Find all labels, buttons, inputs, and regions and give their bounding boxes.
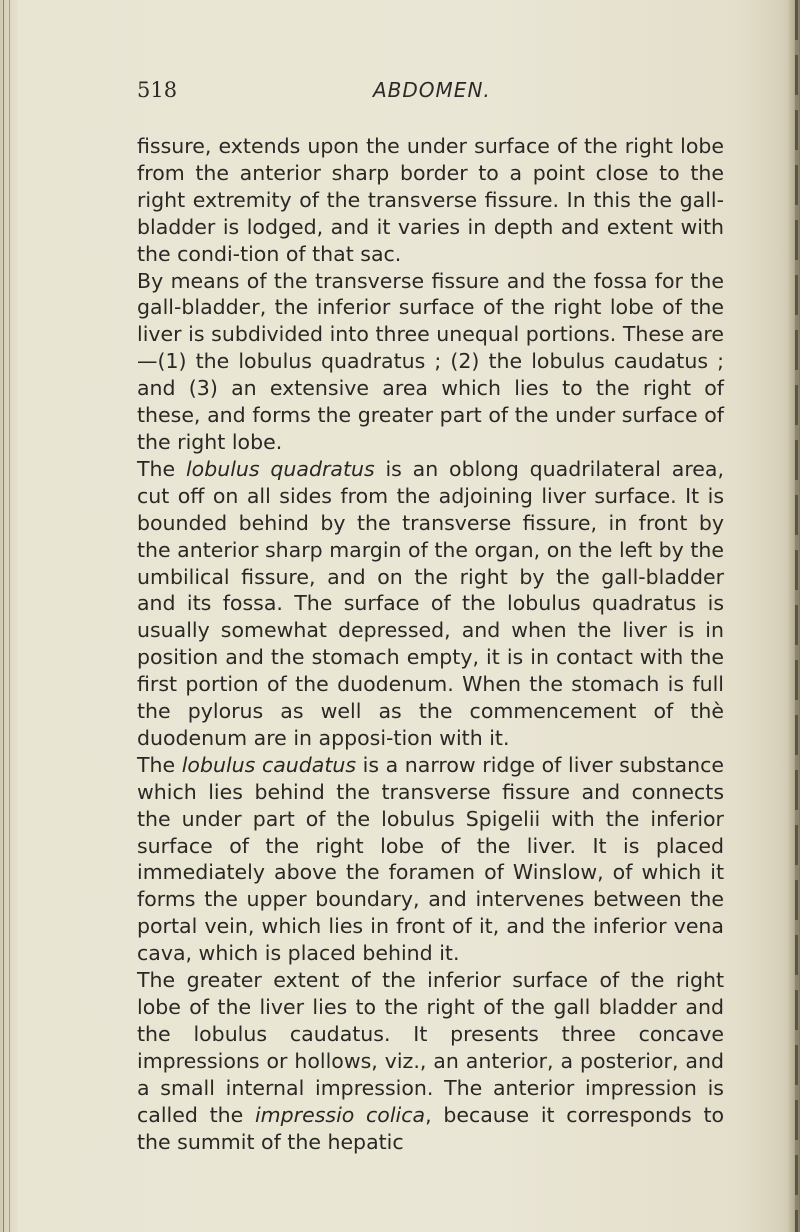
paragraph (137, 133, 724, 268)
italic-term: lobulus quadratus (185, 456, 375, 481)
text-run: The (137, 456, 186, 481)
page-edge-shadow (795, 0, 798, 1232)
running-head-title: ABDOMEN. (373, 78, 491, 102)
italic-term: impressio colica (254, 1102, 426, 1127)
running-head (137, 78, 737, 108)
page-number: 518 (137, 78, 178, 102)
paragraph (137, 268, 724, 456)
page-gutter-left (0, 0, 18, 1232)
text-run: is a narrow ridge of liver substance which lies behind the transverse fissure and connects the under part of the lobulus Spigelii with the inferior surface of the right lobe of the liver. It is placed immediately above the foramen of Winslow, of which it forms the upper boundary, and intervenes between the portal vein, which lies in front of it, and the inferior vena cava, which is placed behind it. (137, 752, 724, 966)
text-run: The greater extent of the inferior surface of the right lobe of the liver lies to the right of the gall bladder and the lobulus caudatus. It presents three concave impressions or hollows, viz., an anterior, a posterior, and a small internal impression. The anterior impression is called the (137, 968, 724, 1127)
text-run: fissure, extends upon the under surface of the right lobe from the anterior sharp border to a point close to the right extremity of the transverse fissure. In this the gall-bladder is lodged, and it varies in depth and extent with the condi-tion of that sac. (137, 134, 724, 266)
paragraph (137, 456, 724, 752)
text-run: By means of the transverse fissure and the fossa for the gall-bladder, the inferior surface of the right lobe of the liver is subdivided into three unequal portions. These are—(1) the lobulus quadratus ; (2) the lobulus caudatus ; and (3) an extensive area which lies to the right of these, and forms the greater part of the under surface of the right lobe. (137, 268, 724, 454)
body-text (137, 133, 724, 1155)
text-run: , because it corresponds to the summit of the hepatic (137, 1102, 725, 1154)
text-run: The (137, 752, 182, 777)
paragraph (137, 752, 724, 967)
italic-term: lobulus caudatus (181, 752, 357, 777)
text-run: is an oblong quadrilateral area, cut off on all sides from the adjoining liver surface. It is bounded behind by the transverse fissure, in front by the anterior sharp margin of the organ, on the left by the umbilical fissure, and on the right by the gall-bladder and its fossa. The surface of the lobulus quadratus is usually somewhat depressed, and when the liver is in position and the stomach empty, it is in contact with the first portion of the duodenum. When the stomach is full the pylorus as well as the commencement of thè duodenum are in apposi-tion with it. (137, 456, 724, 750)
page-edge-right (786, 0, 800, 1232)
paragraph (137, 967, 724, 1155)
